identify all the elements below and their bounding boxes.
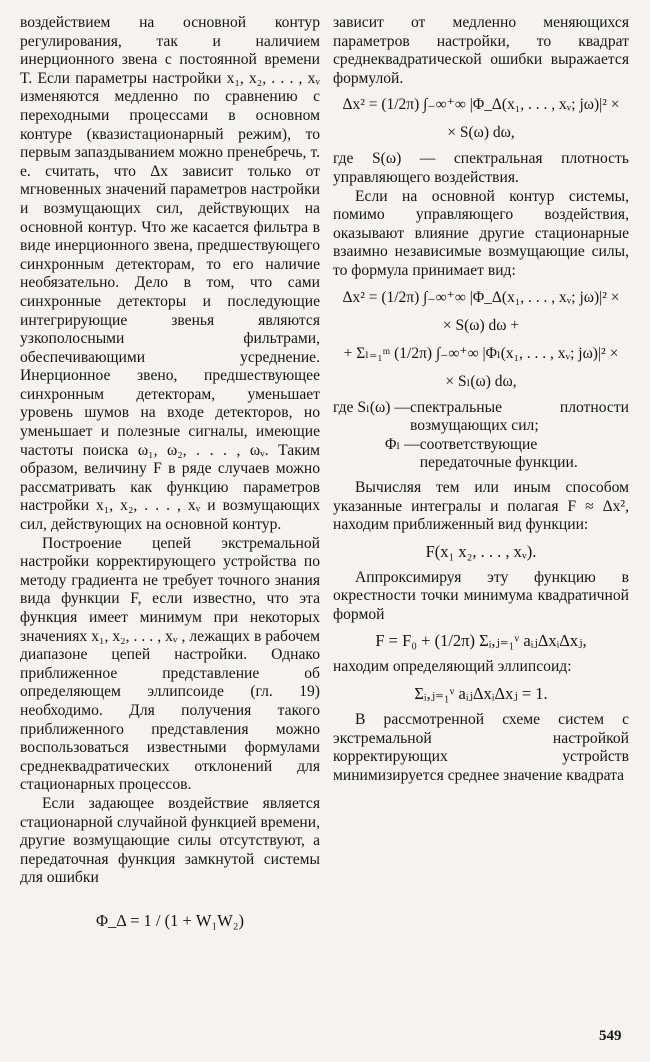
definition-term: где Sₗ(ω) — xyxy=(333,398,410,416)
right-column xyxy=(333,14,629,785)
formula-phi-delta: Φ_Δ = 1 / (1 + W₁W₂) xyxy=(95,910,245,930)
formula-with-disturbances-line4: × Sₗ(ω) dω, xyxy=(445,372,517,390)
definition-spectral-density xyxy=(333,399,629,436)
page-number: 549 xyxy=(599,1028,622,1044)
right-paragraph-5: Аппроксимируя эту функцию в окрестности точки минимума квадратичной формой xyxy=(333,568,629,623)
right-paragraph-7: В рассмотренной схеме систем с экстремальной настройкой корректирующих устройств минимизируется среднее значение квадрата xyxy=(333,711,629,784)
right-paragraph-4: Вычисляя тем или иным способом указанные интегралы и полагая F ≈ Δx², находим приближенный вид функции: xyxy=(333,478,629,534)
definition-transfer-functions xyxy=(333,436,629,473)
formula-with-disturbances-line1: Δx² = (1/2π) ∫₋∞⁺∞ |Φ_Δ(x₁, . . . , xᵥ; jω)|² × xyxy=(342,288,620,306)
right-paragraph-6: находим определяющий эллипсоид: xyxy=(333,658,572,676)
definition-description: спектральные плотности возмущающих сил; xyxy=(409,398,629,435)
right-paragraph-2: где S(ω) — спектральная плотность управляющего воздействия. xyxy=(333,150,629,186)
formula-mean-square-error-line1: Δx² = (1/2π) ∫₋∞⁺∞ |Φ_Δ(x₁, . . . , xᵥ; jω)|² × xyxy=(342,96,620,114)
formula-quadratic-form: F = F₀ + (1/2π) Σᵢ,ⱼ₌₁ᵛ aᵢⱼΔxᵢΔxⱼ, xyxy=(375,631,587,651)
right-paragraph-1: зависит от медленно меняющихся параметров настройки, то квадрат среднеквадратической ошибки выражается формулой. xyxy=(333,14,629,87)
right-paragraph-3: Если на основной контур системы, помимо управляющего воздействия, оказывают влияние другие стационарные взаимно независимые возмущающие силы, то формула принимает вид: xyxy=(333,187,629,279)
definition-description: соответствующие передаточные функции. xyxy=(419,435,578,472)
formula-mean-square-error-line2: × S(ω) dω, xyxy=(447,124,515,142)
left-paragraph-1: воздействием на основной контур регулирования, так и наличием инерционного звена с постоянной времени T. Если параметры настройки x₁, x₂, . . . , xᵥ изменяются медленно по сравнению с переходными процессами в основном контуре (квазистационарный режим), то первым запаздыванием можно пренебречь, т. е. считать, что Δx зависит только от мгновенных значений параметров настройки и возмущающих сил, действующих на основной контур. Что же касается фильтра в виде инерционного звена, предшествующего синхронным детекторам, то его наличие необязательно. Дело в том, что сами синхронные детекторы и последующие интегрирующие звенья являются узкополосными фильтрами, обеспечивающими усреднение. Инерционное звено, предшествующее синхронным детекторам, уменьшает уровень шумов на входе детекторов, но уменьшает и полезные сигналы, имеющие частоты поиска ω₁, ω₂, . . . , ωᵥ. Таким образом, величину F в ряде случаев можно рассматривать как функцию параметров настройки x₁, x₂, . . . , xᵥ и возмущающих сил, действующих на основной контур. xyxy=(20,14,320,534)
definitions-list xyxy=(333,399,629,473)
left-column xyxy=(20,14,320,938)
formula-function-f: F(x₁ x₂, . . . , xᵥ). xyxy=(425,541,537,561)
left-paragraph-3: Если задающее воздействие является стационарной случайной функцией времени, другие возмущающие силы отсутствуют, а передаточная функция замкнутой системы для ошибки xyxy=(20,794,320,887)
definition-term: Φₗ — xyxy=(385,435,420,453)
formula-with-disturbances-line3: + Σₗ₌₁ᵐ (1/2π) ∫₋∞⁺∞ |Φₗ(x₁, . . . , xᵥ; jω)|² × xyxy=(343,344,619,362)
formula-ellipsoid: Σᵢ,ⱼ₌₁ᵛ aᵢⱼΔxᵢΔxⱼ = 1. xyxy=(414,684,548,704)
left-paragraph-2: Построение цепей экстремальной настройки корректирующего устройства по методу градиента не требует точного знания вида функции F, если известно, что эта функция имеет минимум при некоторых значениях x₁, x₂, . . . , xᵥ , лежащих в рабочем диапазоне цепей настройки. Однако приближенное представление об определяющем эллипсоиде (гл. 19) необходимо. Для получения такого приближенного представления можно воспользоваться известными формулами среднеквадратических отклонений для стационарных процессов. xyxy=(20,534,320,794)
formula-with-disturbances-line2: × S(ω) dω + xyxy=(442,316,520,334)
